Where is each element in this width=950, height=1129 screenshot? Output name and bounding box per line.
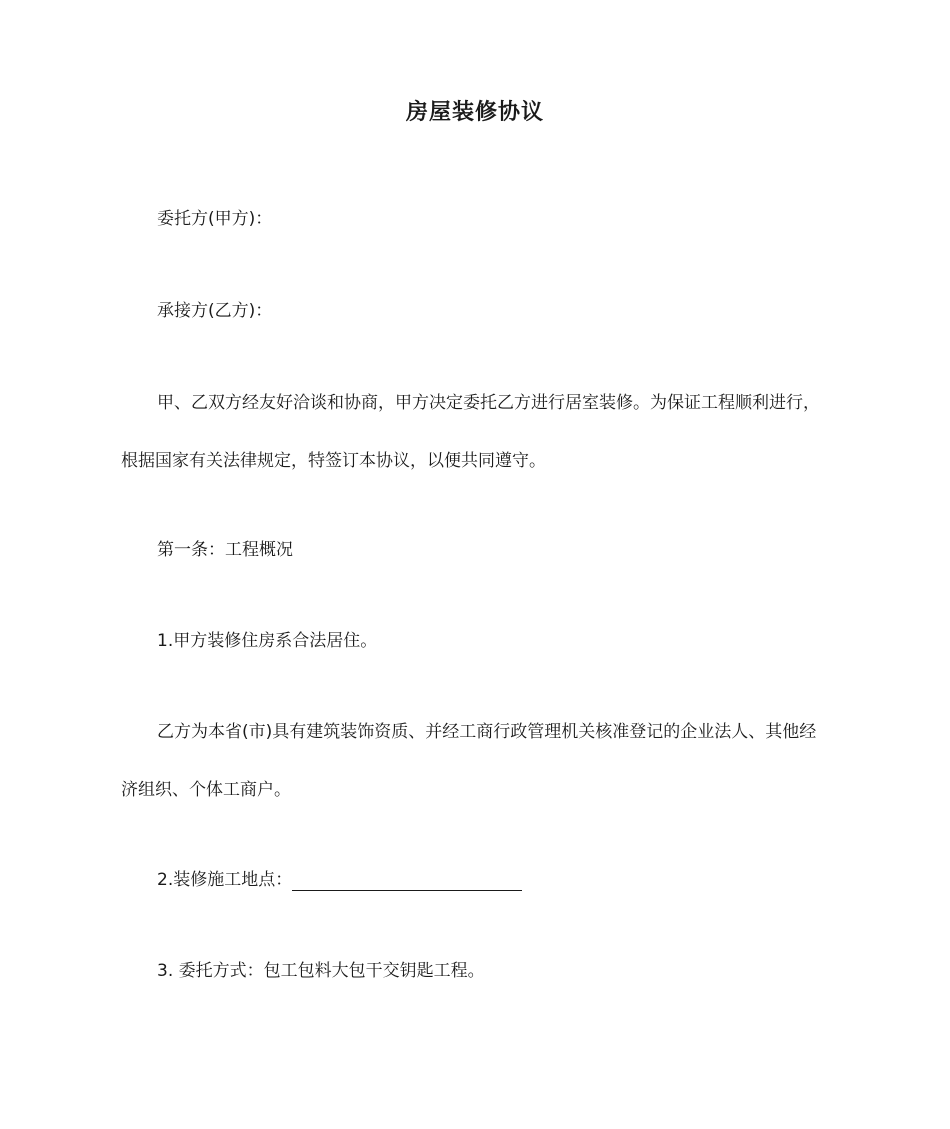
- item-2: [121, 851, 833, 909]
- article-1-heading: 第一条：工程概况: [157, 540, 293, 560]
- item-2-label: 2.装修施工地点：: [157, 870, 293, 890]
- document-title: 房屋装修协议: [405, 100, 544, 125]
- preamble-paragraph: 甲、乙双方经友好洽谈和协商，甲方决定委托乙方进行居室装修。为保证工程顺利进行，根据国家有关法律规定，特签订本协议，以便共同遵守。: [121, 393, 820, 471]
- item-3: 3. 委托方式：包工包料大包干交钥匙工程。: [157, 961, 485, 981]
- party-b-line: 承接方(乙方)：: [157, 301, 273, 321]
- item-1-note: 乙方为本省(市)具有建筑装饰资质、并经工商行政管理机关核准登记的企业法人、其他经济组织、个体工商户。: [121, 722, 817, 800]
- item-1: 1.甲方装修住房系合法居住。: [157, 631, 378, 651]
- site-address-blank: [292, 870, 522, 891]
- party-a-line: 委托方(甲方)：: [157, 209, 273, 229]
